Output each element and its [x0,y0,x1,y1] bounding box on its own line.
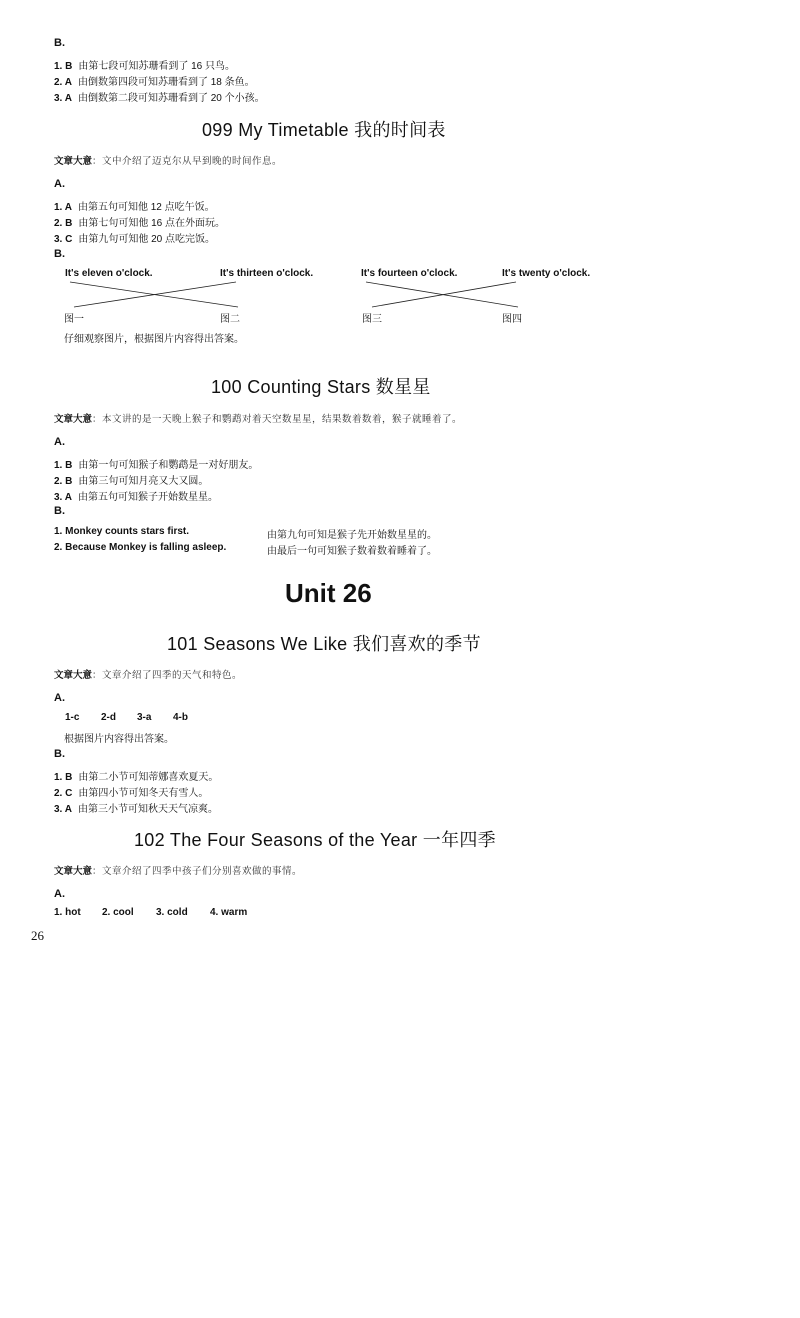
answer-sentence: 1. Monkey counts stars first. [54,526,190,537]
answer-item: 3-a [137,712,152,723]
answer-item: 2-d [101,712,116,723]
answer-line: 2. B 由第七句可知他 16 点在外面玩。 [54,218,226,229]
summary: 文章大意：文中介绍了迈克尔从早到晚的时间作息。 [54,156,283,167]
match-top-text: It's twenty o'clock. [502,268,591,279]
section-label: B. [54,248,65,260]
section-label: A. [54,692,65,704]
answer-line: 2. B 由第三句可知月亮又大又圆。 [54,476,209,487]
answer-line: 1. B 由第二小节可知蒂娜喜欢夏天。 [54,772,219,783]
answer-sentence: 2. Because Monkey is falling asleep. [54,542,227,553]
picture-label: 图三 [362,314,382,325]
answer-reason: 由最后一句可知猴子数着数着睡着了。 [267,546,437,557]
answer-line: 1. B 由第一句可知猴子和鹦鹉是一对好朋友。 [54,460,259,471]
note: 仔细观察图片，根据图片内容得出答案。 [64,334,244,345]
answer-line: 2. A 由倒数第四段可知苏珊看到了 18 条鱼。 [54,77,255,88]
answer-item: 4. warm [210,907,248,918]
summary: 文章大意：本文讲的是一天晚上猴子和鹦鹉对着天空数星星，结果数着数着，猴子就睡着了。 [54,414,463,425]
section-label: B. [54,505,65,517]
match-top-text: It's fourteen o'clock. [361,268,458,279]
answer-line: 2. C 由第四小节可知冬天有雪人。 [54,788,209,799]
answer-line: 3. C 由第九句可知他 20 点吃完饭。 [54,234,216,245]
answer-line: 1. B 由第七段可知苏珊看到了 16 只鸟。 [54,61,236,72]
answer-line: 3. A 由第三小节可知秋天天气凉爽。 [54,804,218,815]
page-number: 26 [31,928,44,943]
unit-heading: Unit 26 [285,578,372,608]
picture-label: 图四 [502,314,522,325]
answer-item: 2. cool [102,907,134,918]
answer-line: 3. A 由倒数第二段可知苏珊看到了 20 个小孩。 [54,93,265,104]
summary: 文章大意：文章介绍了四季中孩子们分别喜欢做的事情。 [54,866,303,877]
answer-item: 1. hot [54,907,81,918]
answer-item: 3. cold [156,907,188,918]
answer-reason: 由第九句可知是猴子先开始数星星的。 [267,530,437,541]
section-label: B. [54,37,65,49]
match-top-text: It's eleven o'clock. [65,268,153,279]
section-label: A. [54,888,65,900]
section-label: B. [54,748,65,760]
matching-lines [0,0,800,330]
section-label: A. [54,178,65,190]
answer-line: 3. A 由第五句可知猴子开始数星星。 [54,492,218,503]
section-title: 101 Seasons We Like 我们喜欢的季节 [167,634,481,654]
section-title: 102 The Four Seasons of the Year 一年四季 [134,830,496,850]
answer-item: 4-b [173,712,188,723]
answer-line: 1. A 由第五句可知他 12 点吃午饭。 [54,202,215,213]
match-top-text: It's thirteen o'clock. [220,268,314,279]
summary: 文章大意：文章介绍了四季的天气和特色。 [54,670,243,681]
answer-item: 1-c [65,712,80,723]
section-title: 100 Counting Stars 数星星 [211,377,431,397]
picture-label: 图二 [220,314,240,325]
note: 根据图片内容得出答案。 [64,734,174,745]
picture-label: 图一 [64,314,84,325]
section-label: A. [54,436,65,448]
section-title: 099 My Timetable 我的时间表 [202,120,446,140]
